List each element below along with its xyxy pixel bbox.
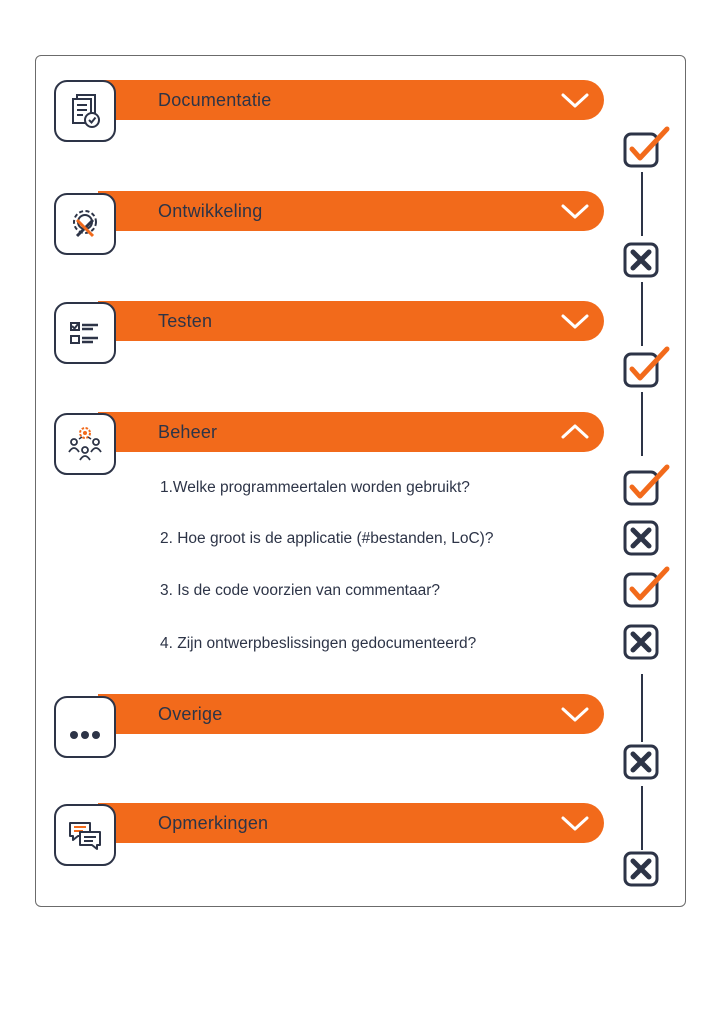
checkbox-crossed-icon[interactable]: [622, 843, 670, 891]
section-header-opmerkingen[interactable]: [98, 803, 604, 843]
section-title: Overige: [158, 704, 223, 724]
gear-tools-icon: [54, 193, 116, 255]
section-title: Documentatie: [158, 90, 272, 110]
section-title: Testen: [158, 311, 213, 331]
checkbox-crossed-icon[interactable]: [622, 616, 670, 664]
section-header-testen[interactable]: [98, 301, 604, 341]
section-header-ontwikkeling[interactable]: [98, 191, 604, 231]
section-header-overige[interactable]: [98, 694, 604, 734]
question-2: 2. Hoe groot is de applicatie (#bestanden, LoC)?: [160, 530, 494, 547]
connector-line: [641, 674, 643, 742]
section-title: Ontwikkeling: [158, 201, 263, 221]
question-1: 1.Welke programmeertalen worden gebruikt?: [160, 479, 470, 496]
chevron-down-icon[interactable]: [560, 811, 590, 835]
checkbox-crossed-icon[interactable]: [622, 234, 670, 282]
chevron-down-icon[interactable]: [560, 199, 590, 223]
checkbox-checked-icon[interactable]: [622, 124, 670, 172]
connector-line: [641, 392, 643, 456]
checkbox-checked-icon[interactable]: [622, 344, 670, 392]
question-4: 4. Zijn ontwerpbeslissingen gedocumenteerd?: [160, 635, 477, 652]
checkbox-crossed-icon[interactable]: [622, 512, 670, 560]
checklist-icon: [54, 302, 116, 364]
section-header-documentatie[interactable]: [98, 80, 604, 120]
chevron-down-icon[interactable]: [560, 702, 590, 726]
checkbox-checked-icon[interactable]: [622, 462, 670, 510]
connector-line: [641, 786, 643, 850]
connector-line: [641, 172, 643, 236]
chevron-up-icon[interactable]: [560, 420, 590, 444]
document-check-icon: [54, 80, 116, 142]
checkbox-checked-icon[interactable]: [622, 564, 670, 612]
connector-line: [641, 282, 643, 346]
section-title: Beheer: [158, 422, 218, 442]
chat-bubbles-icon: [54, 804, 116, 866]
more-dots-icon: [54, 696, 116, 758]
checkbox-crossed-icon[interactable]: [622, 736, 670, 784]
team-gear-icon: [54, 413, 116, 475]
chevron-down-icon[interactable]: [560, 309, 590, 333]
section-title: Opmerkingen: [158, 813, 269, 833]
chevron-down-icon[interactable]: [560, 88, 590, 112]
section-header-beheer[interactable]: [98, 412, 604, 452]
question-3: 3. Is de code voorzien van commentaar?: [160, 582, 441, 599]
